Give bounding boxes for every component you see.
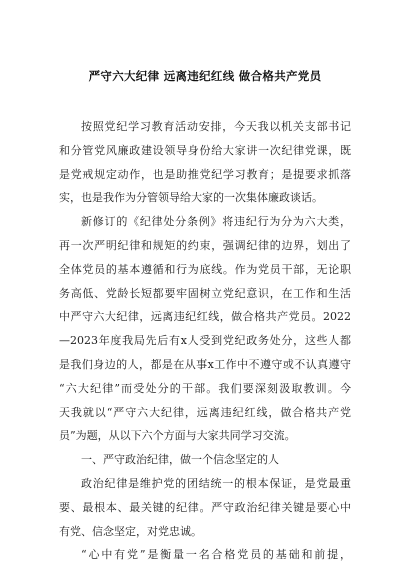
paragraph-line: —2023年度我局先后有x人受到党纪政务处分，这些人都 [59,334,351,348]
paragraph-line: 再一次严明纪律和规矩的约束，强调纪律的边界，划出了 [59,238,351,252]
document-title: 严守六大纪律 远离违纪红线 做合格共产党员 [88,69,322,83]
paragraph-line: 新修订的《纪律处分条例》将违纪行为分为六大类， [81,215,351,229]
paragraph-line: 要、最根本、最关键的纪律。严守政治纪律关键是要心中 [59,500,351,514]
paragraph-line: 是我们身边的人，都是在从事x工作中不遵守或不认真遵守 [59,357,351,371]
document-body [59,115,351,567]
paragraph-line: “心中有党”是衡量一名合格党员的基础和前提， [81,548,351,562]
paragraph-line: 中严守六大纪律，远离违纪红线，做合格共产党员。2022 [59,310,351,324]
paragraph-line: 实，也是我作为分管领导给大家的一次集体廉政谈话。 [59,191,323,205]
paragraph-line: “六大纪律”而受处分的干部。我们要深刻汲取教训。今 [59,381,351,395]
section-heading: 一、严守政治纪律，做一个信念坚定的人 [81,453,279,467]
paragraph-line: 员”为题，从以下六个方面与大家共同学习交流。 [59,429,296,443]
paragraph-line: 有党、信念坚定，对党忠诚。 [59,524,202,538]
paragraph-line: 是党戒规定动作，也是助推党纪学习教育；是提要求抓落 [59,167,351,181]
paragraph-line: 务高低、党龄长短都要牢固树立党纪意识，在工作和生活 [59,286,351,300]
paragraph-line: 政治纪律是维护党的团结统一的根本保证，是党最重 [81,476,351,490]
paragraph-line: 天我就以“严守六大纪律，远离违纪红线，做合格共产党 [59,405,351,419]
paragraph-line: 全体党员的基本遵循和行为底线。作为党员干部，无论职 [59,262,351,276]
paragraph-line: 和分管党风廉政建设领导身份给大家讲一次纪律党课，既 [59,143,351,157]
paragraph-line: 按照党纪学习教育活动安排，今天我以机关支部书记 [81,120,351,133]
